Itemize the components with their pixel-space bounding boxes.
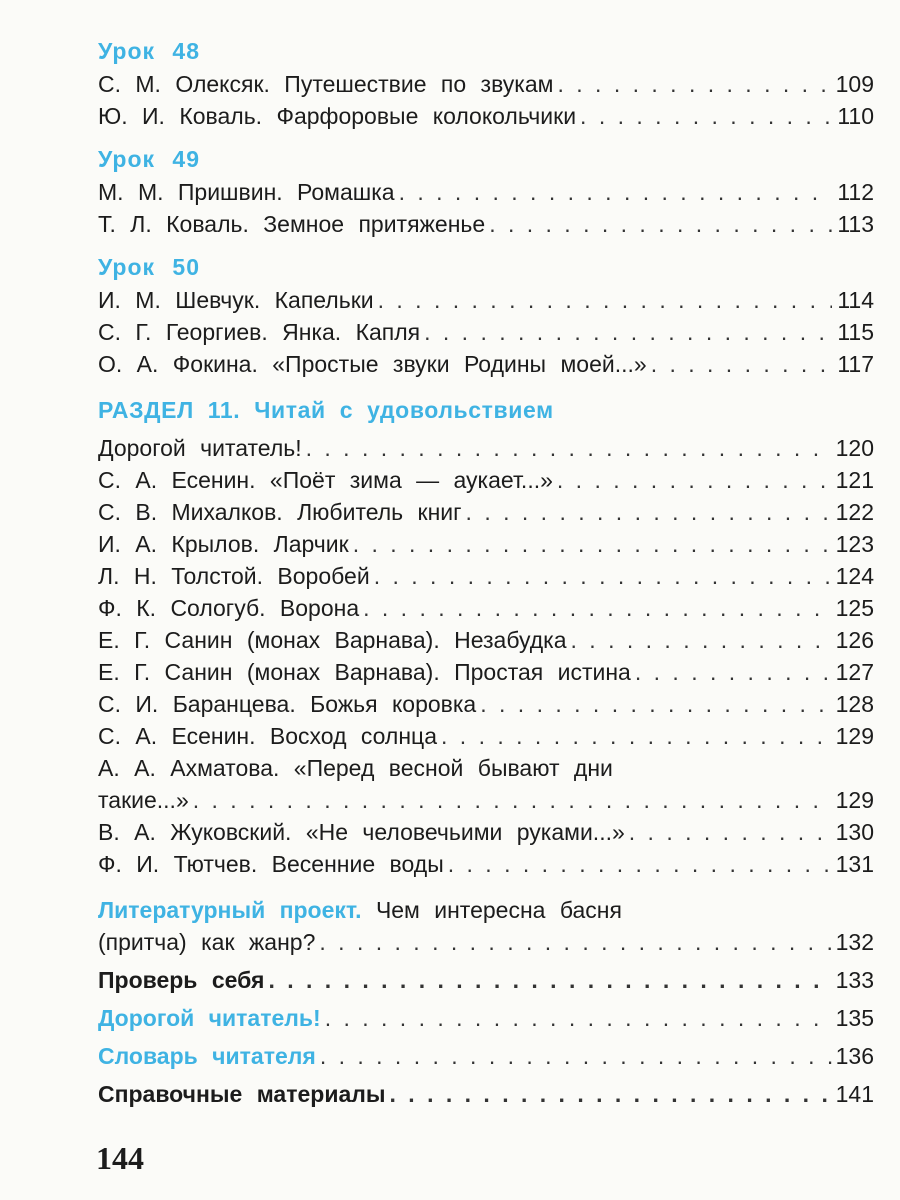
- entry-page: 125: [835, 595, 874, 621]
- project-title-line2: (притча) как жанр?: [98, 929, 316, 955]
- entry-title: В. А. Жуковский. «Не человечьими руками...»: [98, 819, 625, 845]
- toc-entry-dear-reader[interactable]: [98, 1002, 874, 1034]
- entry-title: Дорогой читатель!: [98, 435, 302, 461]
- section-heading: РАЗДЕЛ 11. Читай с удовольствием: [98, 397, 554, 423]
- toc-entry[interactable]: [98, 464, 874, 496]
- project-title: Чем интересна басня: [375, 897, 622, 923]
- dot-leader: [466, 496, 832, 528]
- entry-title: Т. Л. Коваль. Земное притяженье: [98, 211, 486, 237]
- entry-page: 109: [835, 71, 874, 97]
- dot-leader: [441, 720, 832, 752]
- dot-leader: [363, 592, 832, 624]
- entry-page: 122: [835, 499, 874, 525]
- entry-page: 115: [837, 319, 874, 345]
- entry-title: Ю. И. Коваль. Фарфоровые колокольчики: [98, 103, 577, 129]
- entry-title: Справочные материалы: [98, 1081, 386, 1107]
- toc-entry[interactable]: [98, 720, 874, 752]
- toc-entry[interactable]: [98, 496, 874, 528]
- dot-leader: [580, 100, 832, 132]
- lesson-heading: Урок 49: [98, 146, 201, 172]
- toc-entry[interactable]: [98, 528, 874, 560]
- entry-title: С. А. Есенин. «Поёт зима — аукает...»: [98, 467, 553, 493]
- toc-entry[interactable]: [98, 348, 874, 380]
- project-label: Литературный проект.: [98, 897, 362, 923]
- dot-leader: [557, 68, 831, 100]
- entry-page: 133: [835, 967, 874, 993]
- entry-title: Ф. К. Сологуб. Ворона: [98, 595, 360, 621]
- entry-page: 127: [835, 659, 874, 685]
- entry-page: 136: [835, 1043, 874, 1069]
- dot-leader: [635, 656, 832, 688]
- entry-title: С. А. Есенин. Восход солнца: [98, 723, 438, 749]
- dot-leader: [390, 1078, 832, 1110]
- dot-leader: [557, 464, 832, 496]
- entry-title: С. Г. Георгиев. Янка. Капля: [98, 319, 421, 345]
- entry-title: С. И. Баранцева. Божья коровка: [98, 691, 477, 717]
- toc-entry[interactable]: [98, 848, 874, 880]
- dot-leader: [399, 176, 832, 208]
- entry-title: Дорогой читатель!: [98, 1005, 321, 1031]
- entry-title: И. М. Шевчук. Капельки: [98, 287, 374, 313]
- entry-title: И. А. Крылов. Ларчик: [98, 531, 349, 557]
- entry-page: 123: [835, 531, 874, 557]
- entry-page: 117: [837, 351, 874, 377]
- entry-title: Е. Г. Санин (монах Варнава). Незабудка: [98, 627, 567, 653]
- page-number: 144: [96, 1140, 144, 1176]
- entry-page: 112: [837, 179, 874, 205]
- entry-page: 141: [835, 1081, 874, 1107]
- toc-entry[interactable]: [98, 316, 874, 348]
- entry-page: 130: [835, 819, 874, 845]
- entry-page: 129: [835, 787, 874, 813]
- toc-entry[interactable]: [98, 176, 874, 208]
- toc-entry-dictionary[interactable]: [98, 1040, 874, 1072]
- toc-entry[interactable]: [98, 926, 874, 958]
- toc-entry-check[interactable]: [98, 964, 874, 996]
- dot-leader: [306, 432, 832, 464]
- dot-leader: [319, 926, 831, 958]
- entry-page: 121: [835, 467, 874, 493]
- toc-entry-reference[interactable]: [98, 1078, 874, 1110]
- entry-page: 131: [835, 851, 874, 877]
- toc-entry[interactable]: [98, 100, 874, 132]
- toc-entry[interactable]: [98, 688, 874, 720]
- entry-title: Проверь себя: [98, 967, 265, 993]
- entry-page: 113: [837, 211, 874, 237]
- toc-entry[interactable]: [98, 208, 874, 240]
- dot-leader: [651, 348, 832, 380]
- entry-page: 110: [837, 103, 874, 129]
- toc-entry[interactable]: [98, 68, 874, 100]
- entry-title: О. А. Фокина. «Простые звуки Родины моей...»: [98, 351, 647, 377]
- entry-title: С. В. Михалков. Любитель книг: [98, 499, 462, 525]
- dot-leader: [448, 848, 832, 880]
- dot-leader: [325, 1002, 832, 1034]
- dot-leader: [378, 284, 832, 316]
- entry-page: 126: [835, 627, 874, 653]
- entry-page: 124: [835, 563, 874, 589]
- entry-page: 132: [835, 929, 874, 955]
- entry-page: 120: [835, 435, 874, 461]
- entry-title: Словарь читателя: [98, 1043, 316, 1069]
- entry-title: Л. Н. Толстой. Воробей: [98, 563, 370, 589]
- toc-entry[interactable]: [98, 624, 874, 656]
- toc-entry[interactable]: [98, 432, 874, 464]
- entry-page: 114: [837, 287, 874, 313]
- toc-entry[interactable]: [98, 284, 874, 316]
- dot-leader: [374, 560, 832, 592]
- dot-leader: [571, 624, 832, 656]
- project-line1[interactable]: [98, 894, 874, 926]
- dot-leader: [629, 816, 832, 848]
- dot-leader: [268, 964, 831, 996]
- toc-entry[interactable]: [98, 592, 874, 624]
- dot-leader: [424, 316, 832, 348]
- lesson-heading: Урок 50: [98, 254, 201, 280]
- table-of-contents: [98, 30, 874, 1110]
- entry-title: С. М. Олексяк. Путешествие по звукам: [98, 71, 554, 97]
- entry-title: М. М. Пришвин. Ромашка: [98, 179, 395, 205]
- entry-title-line1[interactable]: А. А. Ахматова. «Перед весной бывают дни: [98, 755, 613, 781]
- toc-entry[interactable]: [98, 816, 874, 848]
- entry-page: 135: [835, 1005, 874, 1031]
- entry-page: 129: [835, 723, 874, 749]
- entry-title-line2: такие...»: [98, 787, 189, 813]
- dot-leader: [193, 784, 832, 816]
- entry-page: 128: [835, 691, 874, 717]
- lesson-heading: Урок 48: [98, 38, 201, 64]
- entry-title: Е. Г. Санин (монах Варнава). Простая истина: [98, 659, 631, 685]
- dot-leader: [480, 688, 831, 720]
- dot-leader: [320, 1040, 832, 1072]
- dot-leader: [489, 208, 832, 240]
- toc-entry[interactable]: [98, 560, 874, 592]
- entry-title: Ф. И. Тютчев. Весенние воды: [98, 851, 444, 877]
- toc-entry[interactable]: [98, 784, 874, 816]
- toc-entry[interactable]: [98, 656, 874, 688]
- dot-leader: [353, 528, 832, 560]
